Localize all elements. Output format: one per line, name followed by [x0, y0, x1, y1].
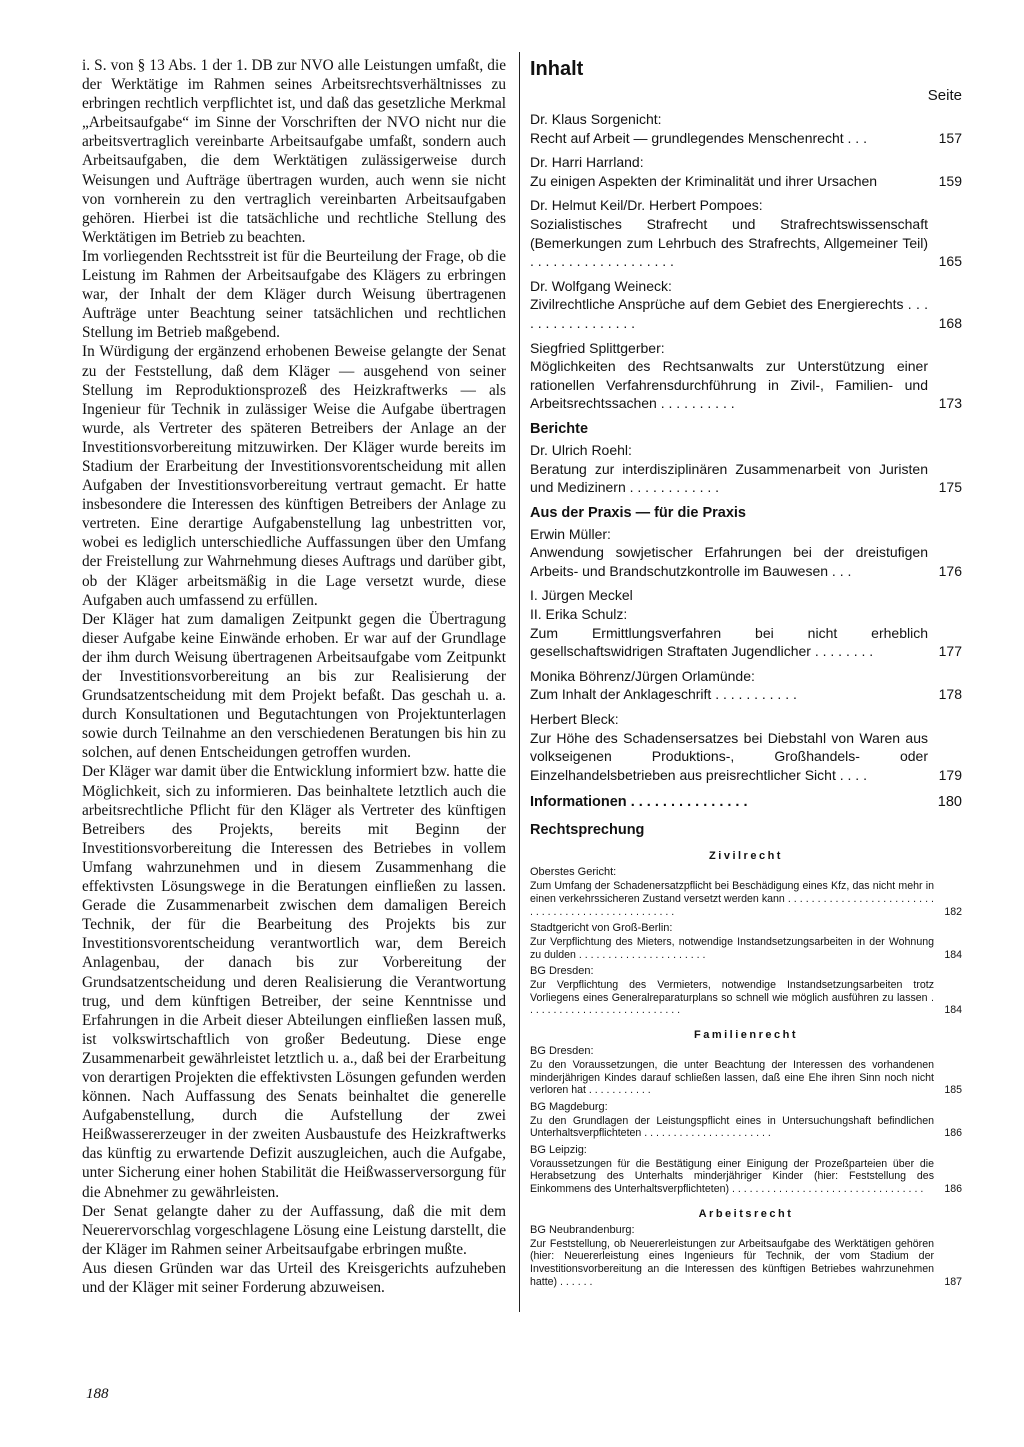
toc-author: Herbert Bleck: [530, 711, 619, 728]
case-summary: Zu den Voraussetzungen, die unter Beachtung der Interessen des vorhandenen minderjährigen Kindes darauf schließen lassen, daß eine Ehe ihren Sinn noch nicht verloren hat . . . . . . . . . . . [530, 1058, 934, 1097]
toc-author: Dr. Klaus Sorgenicht: [530, 111, 662, 127]
article-paragraph: Im vorliegenden Rechtsstreit ist für die Beurteilung der Frage, ob die Leistung im Rahmen der Arbeitsaufgabe des Klägers zu erbringen war, der Inhalt der dem Kläger durch Weisung übertragenen Aufträge unter Beachtung seiner tatsächlichen und rechtlichen Stellung im Betrieb maßgebend. [82, 247, 506, 342]
toc-entry-title: Recht auf Arbeit — grundlegendes Menschenrecht . . . [530, 129, 867, 146]
toc-page: 180 [937, 794, 962, 811]
section-heading-berichte: Berichte [530, 420, 589, 437]
case-entry [530, 1224, 962, 1289]
case-summary: Voraussetzungen für die Bestätigung einer Einigung der Prozeßparteien über die Herabsetzung des Unterhalts minderjähriger Kinder (hier: Feststellung des Einkommens des Unterhaltsverpflichteten) . . . . . . . . . . . . . . . . . . . . . . . . . . . . . . . . . [530, 1157, 934, 1196]
court-name: BG Neubrandenburg: [530, 1223, 635, 1236]
toc-entry-title: Zum Inhalt der Anklageschrift . . . . . . . . . . . [530, 686, 797, 703]
article-paragraph: Aus diesen Gründen war das Urteil des Kreisgerichts aufzuheben und der Kläger mit seiner Forderung abzuweisen. [82, 1259, 506, 1296]
toc-page: 184 [944, 1004, 962, 1017]
article-paragraph: In Würdigung der ergänzend erhobenen Beweise gelangte der Senat zu der Feststellung, daß dem Kläger — ausgehend von seiner Stellung im Reproduktionsprozeß des Heizkraftwerks — als Ingenieur für Technik in zulässiger Weise die Aufgabe übertragen wurde, als Vertreter des späteren Betreibers der Anlage an der Investitionsvorbereitung mitzuwirken. Der Kläger wurde bereits im Stadium der Erarbeitung der Investitionsvorentscheidung mit allen Aufgaben der Investitionsvorbereitung vertraut gemacht. Er hatte insbesondere die Interessen des künftigen Betreibers der Anlage zu vertreten. Eine derartige Aufgabenstellung lag unbestritten vor, wobei es lediglich unterschiedliche Auffassungen über den Umfang der Freistellung zur Wahrnehmung dieses Auftrags und darüber gibt, ob der Kläger arbeitsmäßig in die Lage versetzt wurde, diese Aufgaben auch umfassend zu erfüllen. [82, 343, 506, 609]
toc-author: Dr. Helmut Keil/Dr. Herbert Pompoes: [530, 197, 763, 214]
case-entry [530, 1101, 962, 1140]
toc-page: 185 [944, 1084, 962, 1097]
toc-page: 175 [938, 479, 962, 496]
toc-entry-title: Zivilrechtliche Ansprüche auf dem Gebiet des Energierechts . . . . . . . . . . . . . . . . . [530, 296, 928, 331]
case-entry [530, 1144, 962, 1196]
toc-entry [530, 525, 962, 581]
toc-page: 184 [944, 948, 962, 961]
toc-entry [530, 153, 962, 190]
toc-entry [530, 277, 962, 333]
toc-entry-title: Zur Höhe des Schadensersatzes bei Diebstahl von Waren aus volkseigenen Produktions-, Großhandels- oder Einzelhandelsbetrieben aus preisrechtlicher Sicht . . . . [530, 729, 928, 783]
toc-page: 176 [938, 562, 962, 579]
toc-entry [530, 667, 962, 704]
section-heading-rechtsprechung: Rechtsprechung [530, 822, 645, 839]
toc-entry [530, 586, 962, 660]
toc-author: Siegfried Splittgerber: [530, 339, 665, 356]
case-summary: Zu den Grundlagen der Leistungspflicht eines in Untersuchungshaft befindlichen Unterhaltsverpflichteten . . . . . . . . . . . . . . . . . . . . . . [530, 1114, 934, 1140]
toc-title: Inhalt [530, 58, 584, 80]
toc-entry [530, 196, 962, 270]
article-paragraph: i. S. von § 13 Abs. 1 der 1. DB zur NVO alle Leistungen umfaßt, die der Werktätige im Rahmen seines Arbeitsrechtsverhältnisses zu erbringen rechtlich verpflichtet ist, und daß das gesetzliche Merkmal „Arbeitsaufgabe“ im Sinne der Vorschriften der NVO nicht nur die arbeitsvertraglich vereinbarte Arbeitsaufgabe umfaßt, sondern auch Arbeitsaufgaben, die dem Werktätigen zulässigerweise durch Weisungen und Aufträge übertragen wurden, auch wenn sie nicht von vornherein zu den vertraglich vereinbarten Arbeitsaufgaben gehören. Hierbei ist die tatsächliche und rechtliche Stellung des Werktätigen im Betrieb zu beachten. [82, 57, 506, 246]
toc-author: I. Jürgen Meckel II. Erika Schulz: [530, 587, 633, 623]
subsection-heading-zivilrecht: Zivilrecht [709, 850, 783, 863]
page-number: 188 [86, 1386, 109, 1402]
toc-entry [530, 110, 962, 147]
toc-page: 165 [938, 253, 962, 270]
court-name: BG Dresden: [530, 1045, 594, 1058]
table-of-contents [530, 58, 962, 1292]
toc-author: Dr. Ulrich Roehl: [530, 441, 632, 458]
toc-page: 179 [938, 766, 962, 783]
toc-entry-title: Sozialistisches Strafrecht und Strafrechtswissenschaft (Bemerkungen zum Lehrbuch des Strafrechts, Allgemeiner Teil) . . . . . . . . . . . . . . . . . . . [530, 215, 928, 270]
toc-entry-title: Zum Ermittlungsverfahren bei nicht erheblich gesellschaftswidrigen Straftaten Jugendlicher . . . . . . . . [530, 624, 928, 660]
toc-entry [530, 339, 962, 413]
toc-page: 157 [938, 129, 962, 146]
toc-entry-title: Zu einigen Aspekten der Kriminalität und ihrer Ursachen [530, 172, 878, 189]
toc-entry-title: Beratung zur interdisziplinären Zusammenarbeit von Juristen und Medizinern . . . . . . . . . . . . [530, 460, 928, 496]
section-heading-praxis: Aus der Praxis — für die Praxis [530, 504, 746, 521]
court-name: BG Leipzig: [530, 1144, 587, 1157]
case-summary: Zur Feststellung, ob Neuererleistungen zur Arbeitsaufgabe des Werktätigen gehören (hier: Neuererleistung eines Ingenieurs für Technik, der vom Stadium der Investitionsvorbereitung an die Interessen des künftigen Betriebes wahrzunehmen hatte) . . . . . . [530, 1237, 934, 1288]
toc-page: 177 [938, 643, 962, 660]
case-entry [530, 866, 962, 918]
case-entry [530, 965, 962, 1017]
case-summary: Zur Verpflichtung des Vermieters, notwendige Instandsetzungsarbeiten trotz Vorliegens eines Generalreparaturplans so schnell wie möglich ausführen zu lassen . . . . . . . . . . . . . . . . . . . . . . . . . . . [530, 979, 934, 1017]
case-entry [530, 922, 962, 961]
court-name: Oberstes Gericht: [530, 866, 617, 879]
toc-page: 186 [944, 1127, 962, 1140]
article-paragraph: Der Senat gelangte daher zu der Auffassung, daß die mit dem Neuerervorschlag vorgeschlagene Lösung eine Leistung darstellt, die der Kläger im Rahmen seiner Arbeitsaufgabe erbringen mußte. [82, 1202, 506, 1258]
subsection-heading-familienrecht: Familienrecht [693, 1029, 799, 1042]
article-body-column [82, 56, 506, 1297]
toc-author: Dr. Harri Harrland: [530, 154, 644, 171]
toc-page: 173 [938, 395, 962, 412]
court-name: BG Dresden: [530, 965, 594, 978]
toc-entry-title: Möglichkeiten des Rechtsanwalts zur Unterstützung einer rationellen Verfahrensdurchführung in Zivil-, Familien- und Arbeitsrechtssachen . . . . . . . . . . [530, 358, 928, 412]
toc-entry-title: Anwendung sowjetischer Erfahrungen bei der dreistufigen Arbeits- und Brandschutzkontrolle im Bauwesen . . . [530, 544, 928, 579]
article-paragraph: Der Kläger hat zum damaligen Zeitpunkt gegen die Übertragung dieser Aufgabe keine Einwände erhoben. Er war auf der Grundlage der ihm durch Weisung übertragenen Arbeitsaufgabe vom Zeitpunkt der Investitionsvorbereitung an bis zur Realisierung der Grundsatzentscheidung mit dem Projekt befaßt. Das geschah u. a. durch Konsultationen und Begutachtungen von Projektunterlagen sowie durch Teilnahme an den verschiedenen Beratungen bis hin zu solchen, auf denen Entscheidungen getroffen wurden. [82, 610, 506, 762]
toc-author: Monika Böhrenz/Jürgen Orlamünde: [530, 667, 755, 684]
toc-page: 168 [938, 314, 962, 331]
toc-author: Dr. Wolfgang Weineck: [530, 277, 672, 294]
toc-entry [530, 441, 962, 497]
case-summary: Zur Verpflichtung des Mieters, notwendige Instandsetzungsarbeiten in der Wohnung zu dulden . . . . . . . . . . . . . . . . . . . . . . [530, 935, 934, 961]
column-divider [519, 52, 520, 1312]
court-name: BG Magdeburg: [530, 1100, 608, 1113]
toc-page: 187 [944, 1275, 962, 1288]
toc-page: 186 [944, 1183, 962, 1196]
toc-entry [530, 710, 962, 784]
page-column-label: Seite [927, 87, 962, 104]
case-entry [530, 1045, 962, 1097]
subsection-heading-arbeitsrecht: Arbeitsrecht [698, 1207, 794, 1220]
section-heading-informationen: Informationen . . . . . . . . . . . . . . . [530, 794, 748, 811]
article-paragraph: Der Kläger war damit über die Entwicklung informiert bzw. hatte die Möglichkeit, sich zu informieren. Das beinhaltete letztlich auch die arbeitsrechtliche Pflicht für den Kläger als Vertreter des künftigen Betreibers des Projekts, bereits mit Beginn der Investitionsvorbereitung die Interessen des Betriebes in vollem Umfang wahrzunehmen und in diesem Zusammenhang die effektivsten Lösungswege in die Beratungen einfließen zu lassen. Gerade die Zusammenarbeit zwischen dem damaligen Bereich Technik, der für die Bearbeitung des Projekts bis zur Investitionsvorentscheidung verantwortlich war, dem Bereich Anlagenbau, der danach bis zur Vorbereitung der Grundsatzentscheidung und deren Realisierung die Verantwortung trug, und dem künftigen Betreiber, der seine Kenntnisse und Erfahrungen in die Arbeit dieser Abteilungen einfließen lassen muß, ist volkswirtschaftlich von großer Bedeutung. Diese enge Zusammenarbeit gewährleistet letztlich u. a., daß bei der Erarbeitung von derartigen Projekten die effektivsten Lösungen gefunden werden können. Nach Auffassung des Senats beinhaltet die generelle Aufgabenstellung, durch die Aufstellung der zwei Heißwassererzeuger in der zweiten Ausbaustufe des Heizkraftwerks das künftig zu erwartende Defizit auszugleichen, auch die Aufgabe, unter Sicherung einer hohen Stabilität die Heißwasserversorgung für die Abnehmer zu gewährleisten. [82, 763, 506, 1201]
toc-author: Erwin Müller: [530, 525, 611, 542]
toc-page: 159 [938, 172, 962, 189]
toc-informationen [530, 794, 962, 810]
toc-page: 178 [938, 686, 962, 703]
court-name: Stadtgericht von Groß-Berlin: [530, 922, 673, 935]
case-summary: Zum Umfang der Schadenersatzpflicht bei Beschädigung eines Kfz, das nicht mehr in einen verkehrssicheren Zustand versetzt werden kann . . . . . . . . . . . . . . . . . . . . . . . . . . . . . . . . . . . . . . . . . . . . . . . . . . [530, 880, 934, 918]
toc-page: 182 [944, 905, 962, 918]
